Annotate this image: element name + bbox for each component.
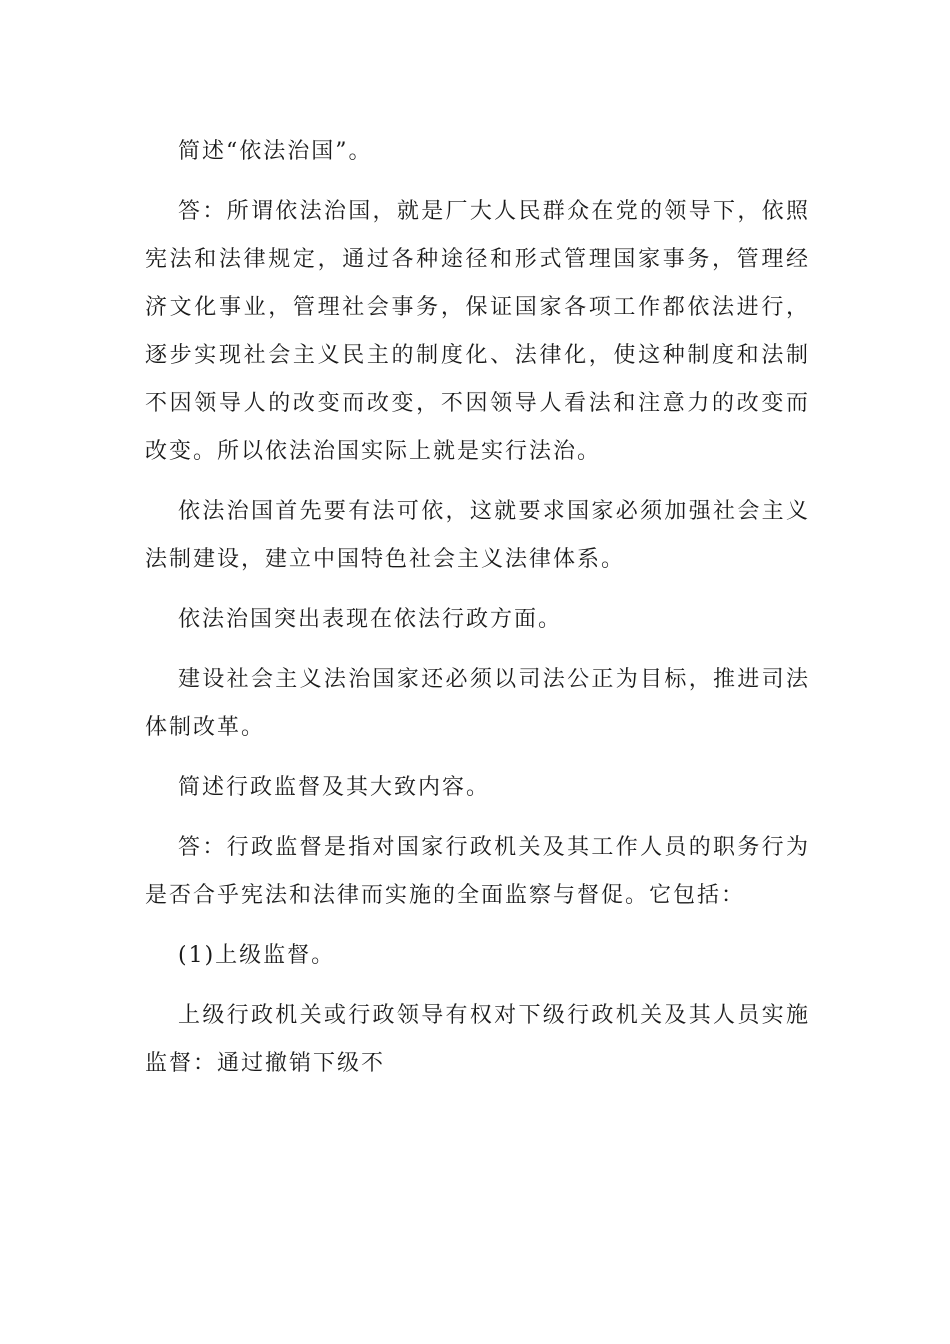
- document-body: [145, 128, 810, 1100]
- paragraph-superior-supervision-detail: 上级行政机关或行政领导有权对下级行政机关及其人员实施监督：通过撤销下级不: [145, 1003, 810, 1076]
- answer-paragraph-administrative-supervision: 答：行政监督是指对国家行政机关及其工作人员的职务行为是否合乎宪法和法律而实施的全面监察与督促。它包括：: [145, 835, 810, 908]
- paragraph-administration-by-law: 依法治国突出表现在依法行政方面。: [178, 607, 563, 632]
- question-heading-rule-of-law: 简述“依法治国”。: [178, 139, 373, 164]
- question-heading-administrative-supervision: 简述行政监督及其大致内容。: [178, 775, 491, 800]
- paragraph-legal-system: 依法治国首先要有法可依，这就要求国家必须加强社会主义法制建设，建立中国特色社会主义法律体系。: [145, 499, 810, 572]
- list-item-superior-supervision: (1)上级监督。: [178, 943, 336, 968]
- answer-paragraph-rule-of-law: 答：所谓依法治国，就是厂大人民群众在党的领导下，依照宪法和法律规定，通过各种途径和形式管理国家事务，管理经济文化事业，管理社会事务，保证国家各项工作都依法进行，逐步实现社会主义民主的制度化、法律化，使这种制度和法制不因领导人的改变而改变，不因领导人看法和注意力的改变而改变。所以依法治国实际上就是实行法治。: [145, 199, 810, 464]
- paragraph-judicial-reform: 建设社会主义法治国家还必须以司法公正为目标，推进司法体制改革。: [145, 667, 810, 740]
